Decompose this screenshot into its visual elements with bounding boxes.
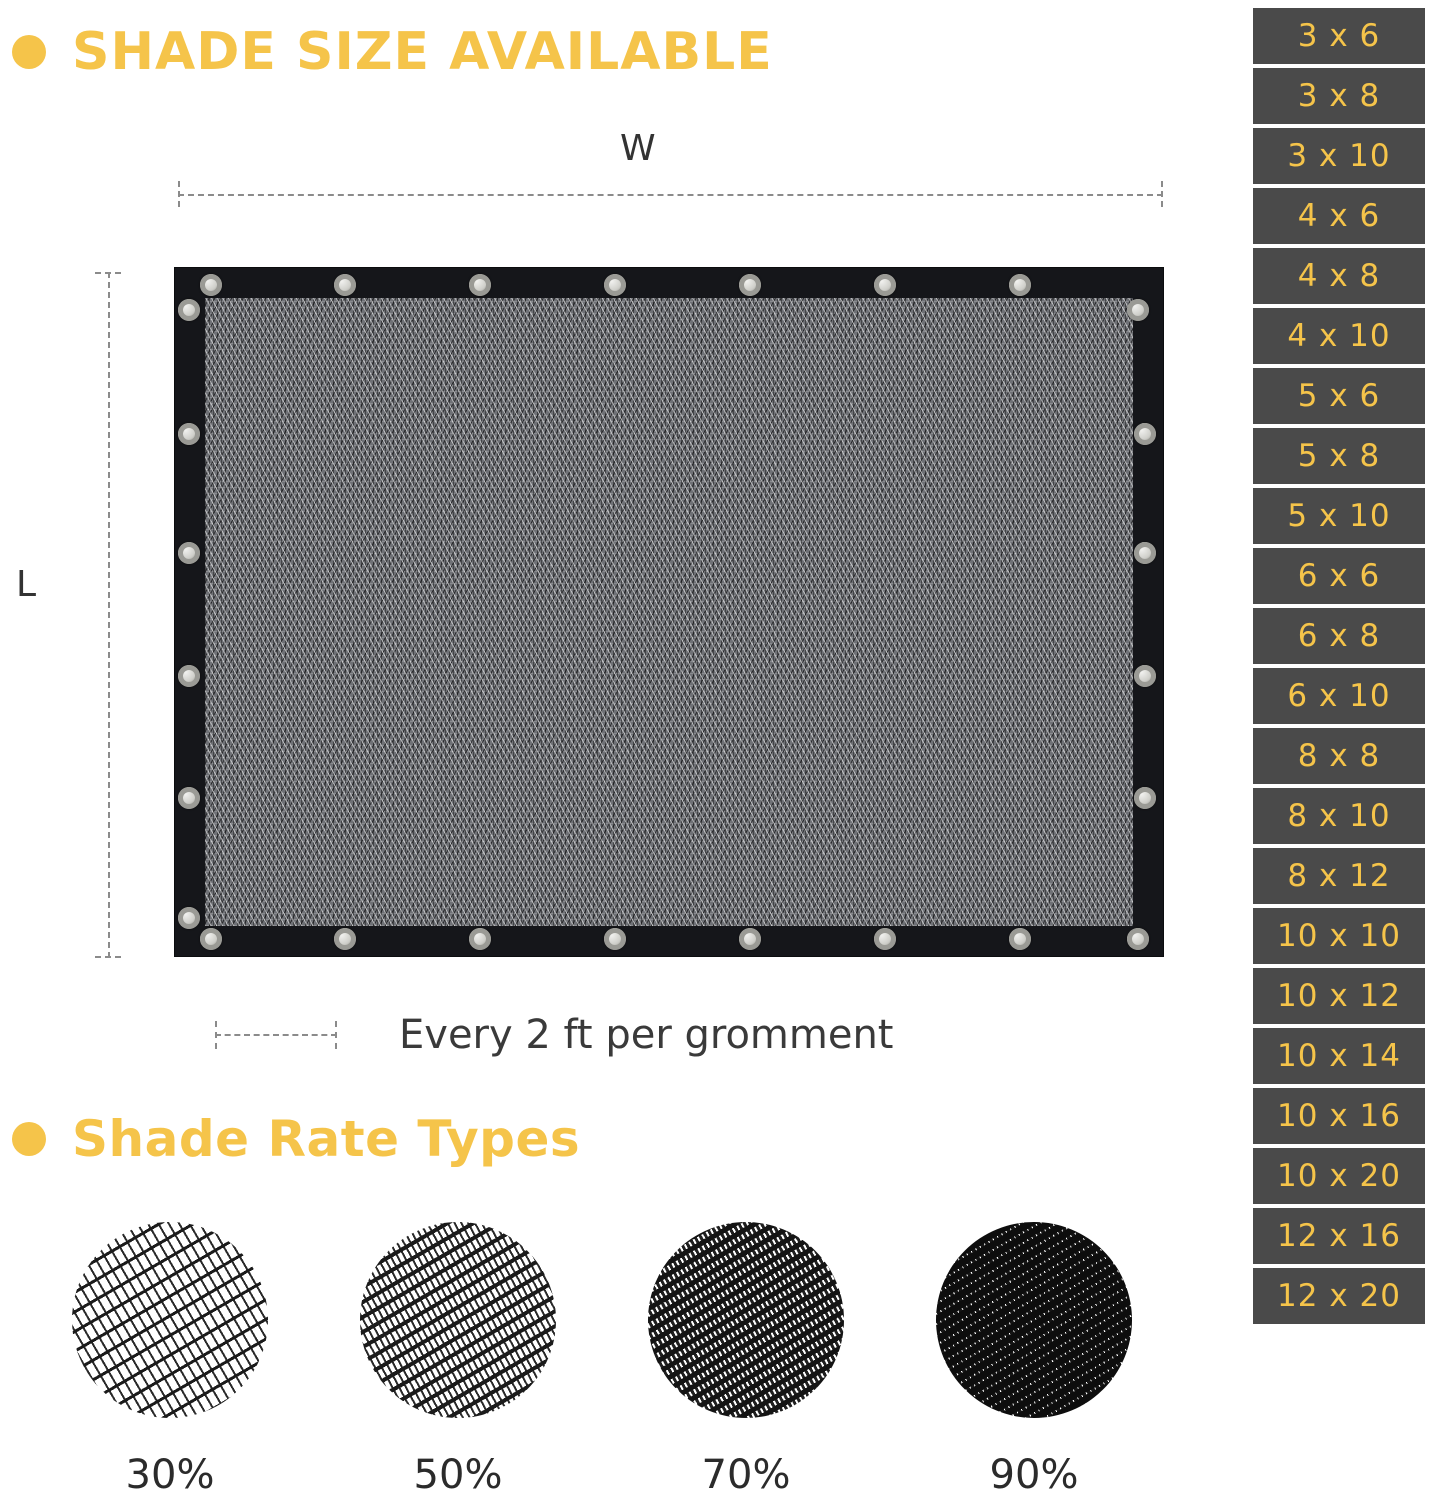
length-dimension-cap-top [95, 272, 121, 274]
grommet [1127, 299, 1149, 321]
size-chip: 10 x 10 [1253, 908, 1425, 964]
grommet [604, 928, 626, 950]
shade-panel-diagram [175, 268, 1163, 956]
size-chip: 5 x 6 [1253, 368, 1425, 424]
grommet [178, 665, 200, 687]
size-chip: 4 x 6 [1253, 188, 1425, 244]
grommet [178, 542, 200, 564]
grommet [1009, 274, 1031, 296]
width-dimension-cap-right [1161, 181, 1163, 207]
shade-rate-item-30 [72, 1222, 268, 1498]
size-chip: 5 x 8 [1253, 428, 1425, 484]
shade-rate-label: 50% [413, 1452, 503, 1498]
grommet [739, 928, 761, 950]
grommet [1127, 928, 1149, 950]
size-chip: 6 x 6 [1253, 548, 1425, 604]
length-dimension-cap-bottom [95, 956, 121, 958]
grommet [178, 299, 200, 321]
width-dimension-label: W [620, 128, 656, 169]
shade-rate-item-70 [648, 1222, 844, 1498]
size-chip: 10 x 16 [1253, 1088, 1425, 1144]
size-chip: 4 x 8 [1253, 248, 1425, 304]
size-chip: 12 x 20 [1253, 1268, 1425, 1324]
grommet [1009, 928, 1031, 950]
shade-rate-heading-label: Shade Rate Types [72, 1110, 581, 1168]
shade-size-heading-label: SHADE SIZE AVAILABLE [72, 22, 773, 82]
size-chip: 10 x 12 [1253, 968, 1425, 1024]
shade-rate-item-50 [360, 1222, 556, 1498]
grommet [874, 928, 896, 950]
length-dimension-line [108, 272, 110, 958]
grommet [334, 274, 356, 296]
grommet [1134, 665, 1156, 687]
grommet [739, 274, 761, 296]
size-chip: 8 x 8 [1253, 728, 1425, 784]
width-dimension-line [178, 194, 1163, 196]
grommet [469, 928, 491, 950]
grommet-spacing-bracket [215, 1021, 337, 1049]
grommet [178, 907, 200, 929]
size-chip: 8 x 12 [1253, 848, 1425, 904]
size-chip: 10 x 14 [1253, 1028, 1425, 1084]
size-chip: 4 x 10 [1253, 308, 1425, 364]
grommet-spacing-label: Every 2 ft per gromment [399, 1012, 894, 1058]
size-chip: 6 x 8 [1253, 608, 1425, 664]
size-chip: 3 x 10 [1253, 128, 1425, 184]
length-dimension-label: L [16, 564, 37, 605]
size-chip: 12 x 16 [1253, 1208, 1425, 1264]
grommet [334, 928, 356, 950]
bullet-dot-icon [12, 1122, 46, 1156]
size-chip: 3 x 6 [1253, 8, 1425, 64]
grommet [874, 274, 896, 296]
shade-rate-item-90 [936, 1222, 1132, 1498]
grommet [469, 274, 491, 296]
mesh-swatch-icon [360, 1222, 556, 1418]
shade-rate-label: 30% [125, 1452, 215, 1498]
shade-rate-list [72, 1222, 1202, 1498]
grommet [178, 787, 200, 809]
size-chip: 6 x 10 [1253, 668, 1425, 724]
mesh-swatch-icon [648, 1222, 844, 1418]
size-chip: 10 x 20 [1253, 1148, 1425, 1204]
size-list [1253, 8, 1425, 1324]
grommet [200, 274, 222, 296]
bullet-dot-icon [12, 35, 46, 69]
size-chip: 8 x 10 [1253, 788, 1425, 844]
grommet [1134, 542, 1156, 564]
shade-panel-mesh [205, 298, 1133, 926]
grommet [200, 928, 222, 950]
mesh-swatch-icon [936, 1222, 1132, 1418]
grommet [604, 274, 626, 296]
grommet [1134, 787, 1156, 809]
shade-rate-heading [12, 1110, 580, 1168]
grommet [1134, 423, 1156, 445]
grommet [178, 423, 200, 445]
size-chip: 3 x 8 [1253, 68, 1425, 124]
grommet-spacing-note [215, 1012, 894, 1058]
size-chip: 5 x 10 [1253, 488, 1425, 544]
shade-rate-label: 90% [989, 1452, 1079, 1498]
width-dimension-cap-left [178, 181, 180, 207]
shade-rate-label: 70% [701, 1452, 791, 1498]
mesh-swatch-icon [72, 1222, 268, 1418]
shade-size-heading [12, 22, 773, 82]
